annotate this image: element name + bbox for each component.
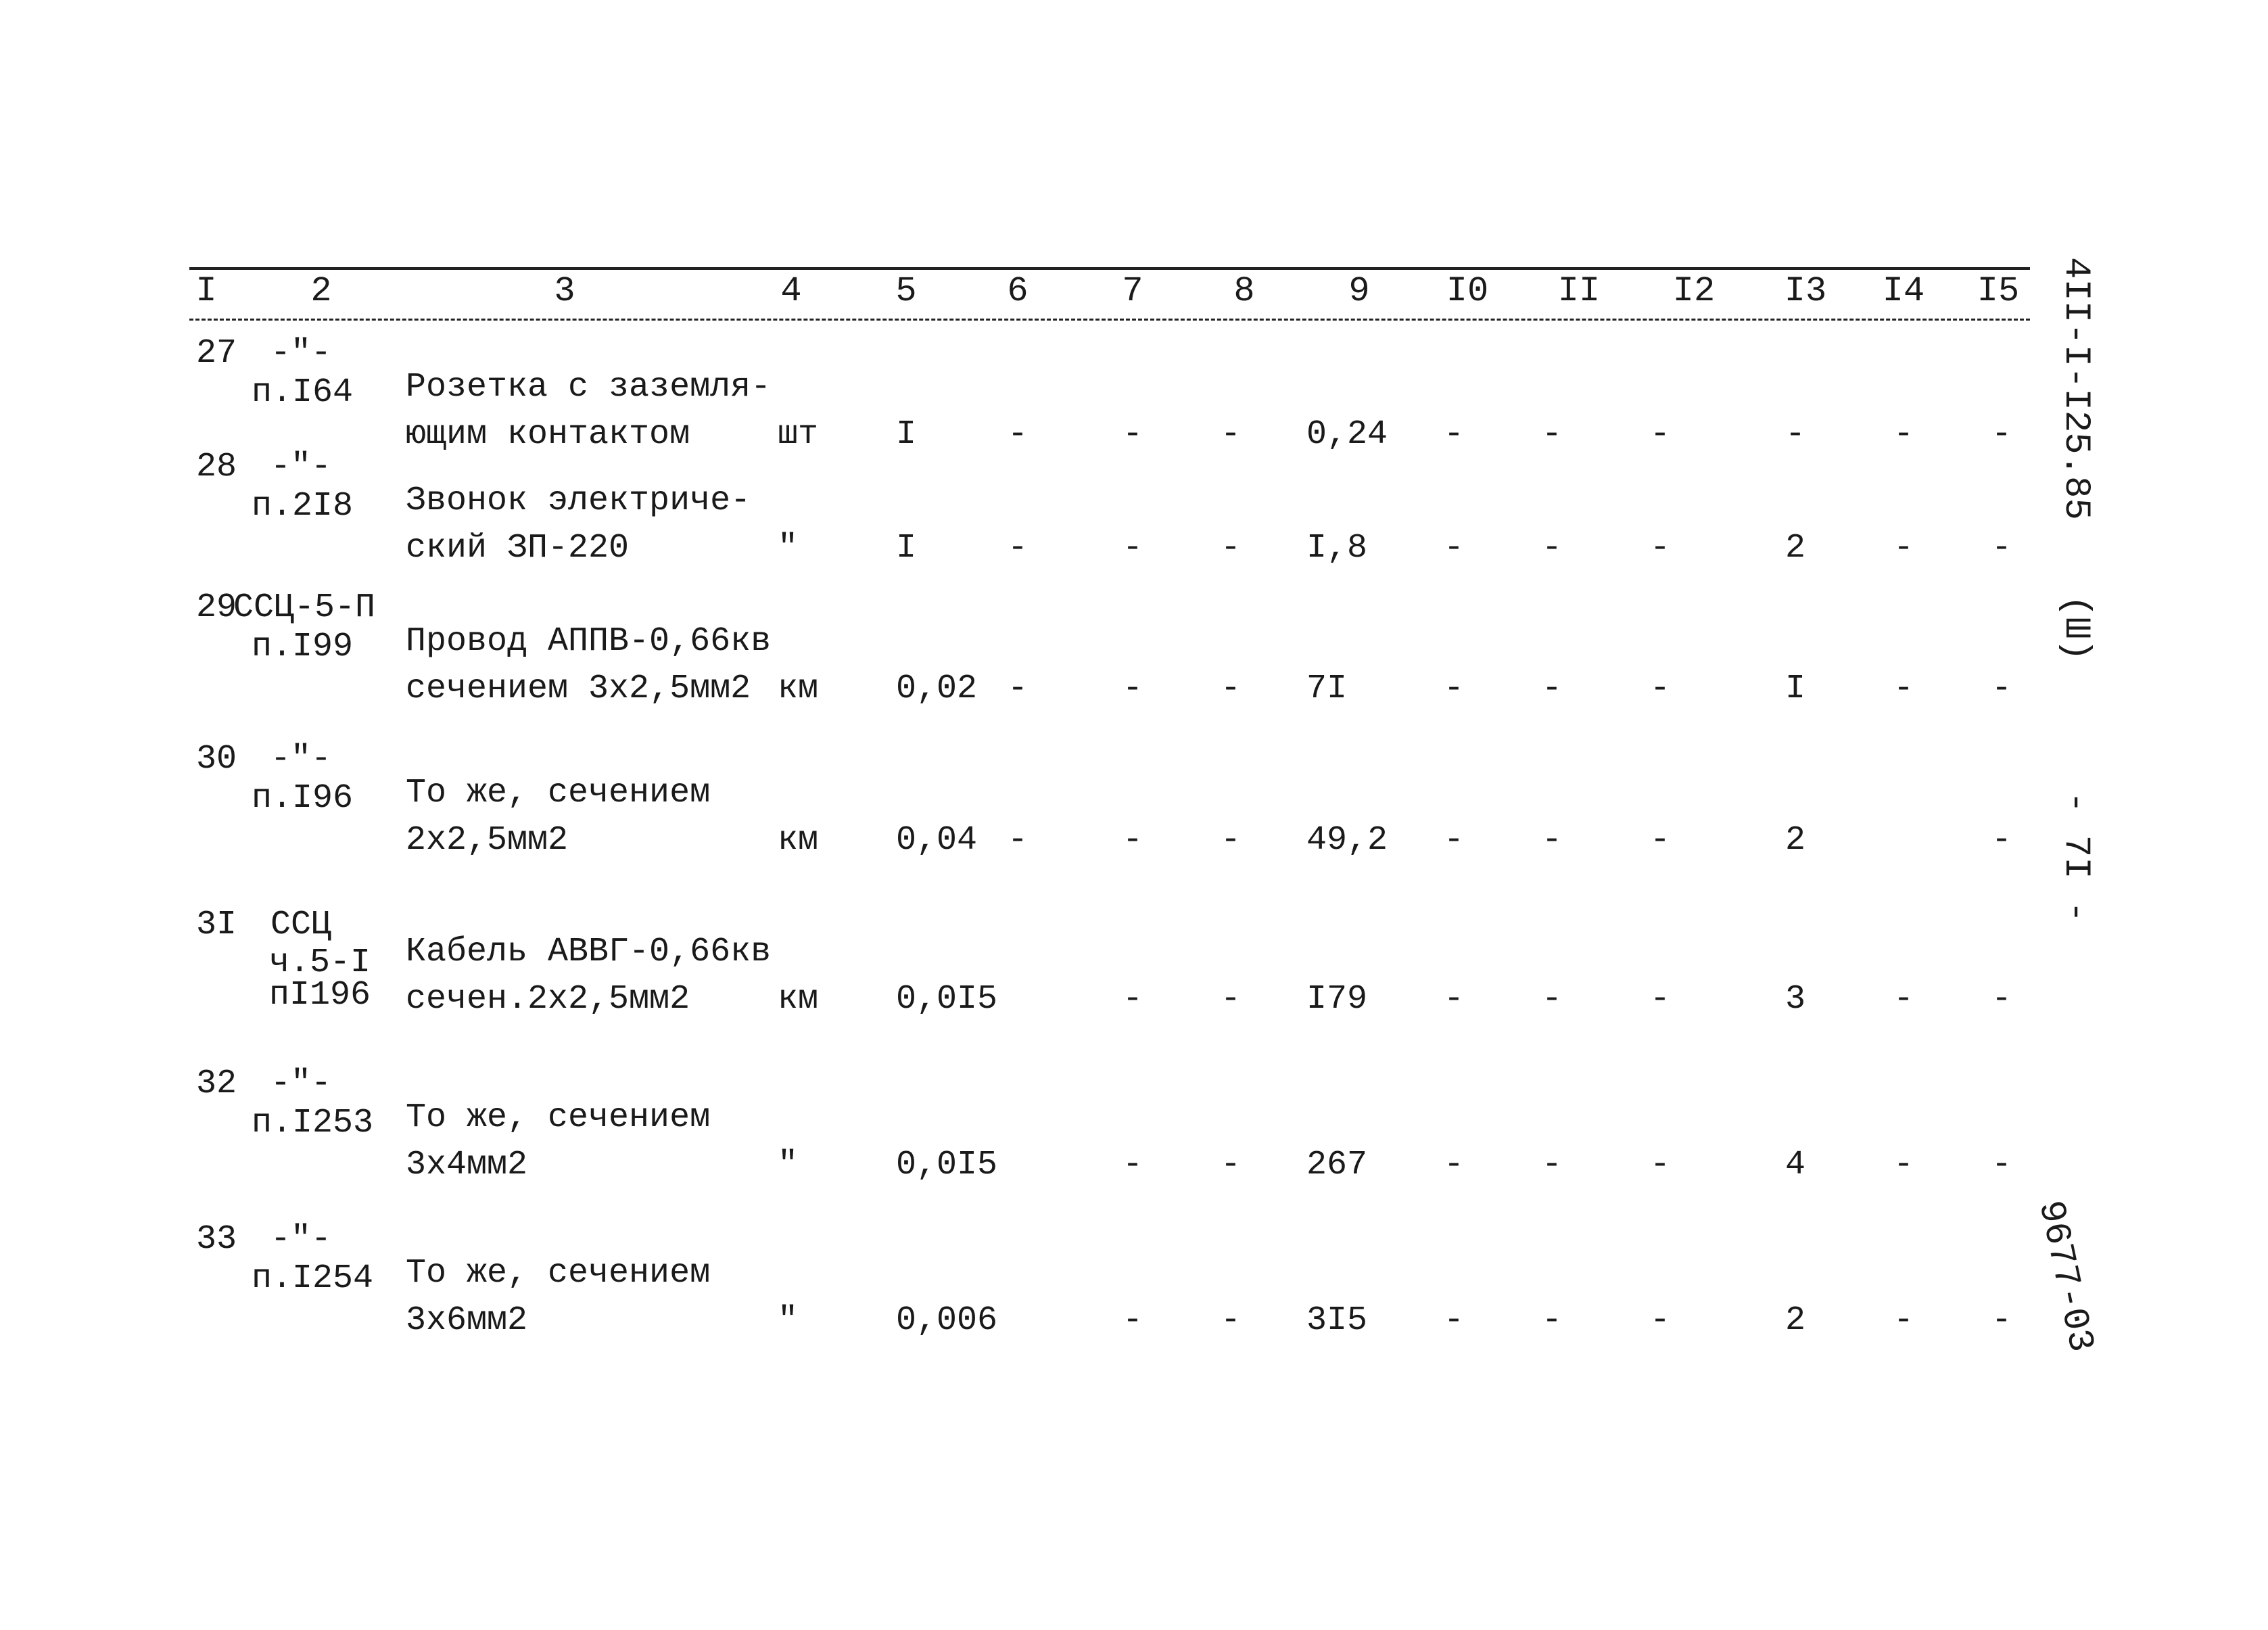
cell-unit: шт (778, 415, 819, 454)
row-reference: -"- (270, 334, 332, 373)
row-number: 27 (196, 334, 237, 373)
row-number: 33 (196, 1220, 237, 1259)
cell-c14: - (1893, 980, 1914, 1019)
cell-c6: - (1008, 529, 1029, 567)
cell-c7: - (1123, 529, 1143, 567)
cell-c7: - (1123, 1146, 1143, 1184)
cell-c8: - (1221, 529, 1242, 567)
album-mark: (Ш) (2055, 595, 2096, 661)
cell-c6: - (1008, 415, 1029, 454)
row-reference: ч.5-I (269, 944, 371, 982)
cell-c5: 0,0I5 (896, 1146, 998, 1184)
cell-c11: - (1542, 980, 1563, 1019)
cell-c15: - (1991, 1301, 2012, 1340)
row-reference: п.2I8 (252, 487, 354, 526)
cell-c13: 2 (1785, 1301, 1806, 1340)
cell-c15: - (1991, 980, 2012, 1019)
row-reference: -"- (270, 1065, 332, 1103)
cell-unit: км (778, 670, 819, 708)
cell-c12: - (1650, 980, 1671, 1019)
row-number: 30 (196, 740, 237, 778)
cell-c8: - (1221, 415, 1242, 454)
cell-c14: - (1893, 1146, 1914, 1184)
row-reference: п.I254 (252, 1259, 374, 1298)
cell-c9: I,8 (1306, 529, 1368, 567)
cell-c5: 0,02 (896, 670, 978, 708)
header-col-6: 6 (1007, 271, 1029, 311)
row-name: ющим контактом (406, 415, 690, 454)
cell-c10: - (1444, 670, 1465, 708)
row-name: сечен.2х2,5мм2 (406, 980, 690, 1019)
header-col-13: I3 (1784, 271, 1827, 311)
header-col-11: II (1557, 271, 1601, 311)
cell-c7: - (1123, 980, 1143, 1019)
cell-c9: 3I5 (1306, 1301, 1368, 1340)
header-col-9: 9 (1348, 271, 1370, 311)
cell-c10: - (1444, 415, 1465, 454)
cell-c5: 0,04 (896, 821, 978, 860)
cell-c10: - (1444, 980, 1465, 1019)
cell-c13: 2 (1785, 529, 1806, 567)
cell-c11: - (1542, 415, 1563, 454)
cell-c5: 0,006 (896, 1301, 998, 1340)
cell-c8: - (1221, 670, 1242, 708)
cell-c9: 7I (1306, 670, 1348, 708)
row-reference: п.I99 (252, 628, 354, 666)
cell-c13: 3 (1785, 980, 1806, 1019)
row-name: Провод АППВ-0,66кв (406, 622, 772, 661)
header-col-8: 8 (1233, 271, 1255, 311)
cell-c8: - (1221, 821, 1242, 860)
row-name: То же, сечением (406, 774, 711, 812)
header-col-3: 3 (554, 271, 575, 311)
cell-c6: - (1008, 670, 1029, 708)
cell-c13: 4 (1785, 1146, 1806, 1184)
row-number: 3I (196, 906, 237, 944)
row-reference: -"- (270, 1220, 332, 1259)
cell-c9: 49,2 (1306, 821, 1388, 860)
cell-c11: - (1542, 821, 1563, 860)
row-reference: -"- (270, 448, 332, 486)
row-reference: п.I96 (252, 779, 354, 818)
row-name: То же, сечением (406, 1254, 711, 1293)
inventory-number: 9677-03 (2029, 1197, 2102, 1356)
row-name: 3х4мм2 (406, 1146, 528, 1184)
cell-c7: - (1123, 415, 1143, 454)
row-reference: п.I64 (252, 373, 354, 412)
cell-c9: I79 (1306, 980, 1368, 1019)
header-col-5: 5 (895, 271, 917, 311)
page-number: - 7I - (2055, 791, 2096, 923)
cell-c5: I (896, 529, 917, 567)
row-reference: -"- (270, 740, 332, 778)
cell-c12: - (1650, 821, 1671, 860)
header-col-1: I (195, 271, 217, 311)
row-reference: пI196 (269, 976, 371, 1015)
header-col-2: 2 (310, 271, 332, 311)
cell-c8: - (1221, 980, 1242, 1019)
cell-unit: км (778, 821, 819, 860)
cell-c14: - (1893, 529, 1914, 567)
cell-c15: - (1991, 415, 2012, 454)
row-name: 3х6мм2 (406, 1301, 528, 1340)
header-col-12: I2 (1672, 271, 1716, 311)
cell-c11: - (1542, 529, 1563, 567)
cell-c12: - (1650, 1146, 1671, 1184)
cell-c15: - (1991, 529, 2012, 567)
row-name: Розетка с заземля- (406, 368, 772, 406)
cell-unit: км (778, 980, 819, 1019)
cell-c11: - (1542, 670, 1563, 708)
table-header-rule (189, 319, 2030, 321)
cell-c8: - (1221, 1301, 1242, 1340)
cell-c15: - (1991, 1146, 2012, 1184)
header-col-14: I4 (1882, 271, 1925, 311)
doc-code: 4II-I-I25.85 (2055, 257, 2096, 520)
row-name: То же, сечением (406, 1098, 711, 1137)
cell-c13: 2 (1785, 821, 1806, 860)
cell-unit: " (778, 1146, 799, 1184)
row-number: 29 (196, 588, 237, 627)
cell-c7: - (1123, 670, 1143, 708)
cell-c9: 0,24 (1306, 415, 1388, 454)
header-col-10: I0 (1446, 271, 1489, 311)
row-name: ский ЗП-220 (406, 529, 630, 567)
cell-c5: I (896, 415, 917, 454)
row-name: Кабель АВВГ-0,66кв (406, 933, 772, 971)
header-col-7: 7 (1122, 271, 1143, 311)
cell-c6: - (1008, 821, 1029, 860)
cell-c5: 0,0I5 (896, 980, 998, 1019)
cell-c14: - (1893, 670, 1914, 708)
cell-c10: - (1444, 821, 1465, 860)
row-number: 28 (196, 448, 237, 486)
row-number: 32 (196, 1065, 237, 1103)
cell-c12: - (1650, 670, 1671, 708)
cell-c11: - (1542, 1146, 1563, 1184)
header-col-4: 4 (780, 271, 802, 311)
cell-c13: I (1785, 670, 1806, 708)
row-reference: ССЦ-5-П (233, 588, 376, 627)
cell-c10: - (1444, 1301, 1465, 1340)
cell-c12: - (1650, 1301, 1671, 1340)
cell-c9: 267 (1306, 1146, 1368, 1184)
row-reference: ССЦ (270, 906, 332, 944)
cell-c15: - (1991, 821, 2012, 860)
cell-c14: - (1893, 415, 1914, 454)
cell-c11: - (1542, 1301, 1563, 1340)
cell-c13: - (1785, 415, 1806, 454)
cell-c15: - (1991, 670, 2012, 708)
row-name: 2х2,5мм2 (406, 821, 569, 860)
row-name: Звонок электриче- (406, 482, 751, 520)
cell-unit: " (778, 529, 799, 567)
header-col-15: I5 (1977, 271, 2020, 311)
cell-c7: - (1123, 821, 1143, 860)
cell-c14: - (1893, 1301, 1914, 1340)
cell-c8: - (1221, 1146, 1242, 1184)
row-name: сечением 3х2,5мм2 (406, 670, 751, 708)
cell-c12: - (1650, 415, 1671, 454)
cell-c12: - (1650, 529, 1671, 567)
cell-unit: " (778, 1301, 799, 1340)
cell-c10: - (1444, 1146, 1465, 1184)
row-reference: п.I253 (252, 1104, 374, 1142)
cell-c10: - (1444, 529, 1465, 567)
cell-c7: - (1123, 1301, 1143, 1340)
